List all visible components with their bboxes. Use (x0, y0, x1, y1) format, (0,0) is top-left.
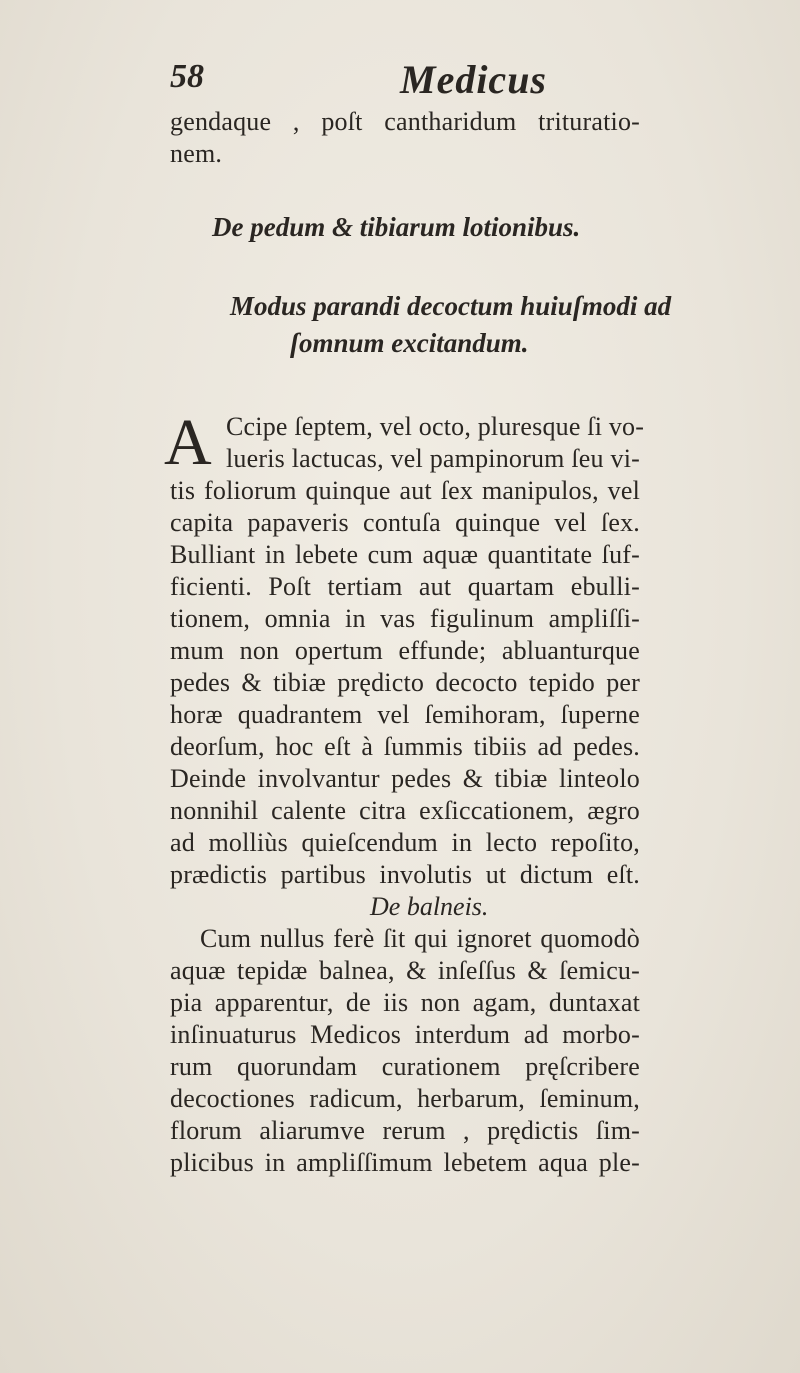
text-line: Bulliant in lebete cum aquæ quantitate ſuf- (170, 540, 640, 569)
section-heading-baths: De balneis. (370, 892, 489, 921)
text-line: Ccipe ſeptem, vel octo, pluresque ſi vo- (226, 412, 645, 441)
paragraph-baths (170, 923, 640, 1179)
text-line: florum aliarumve rerum , prędictis ſim- (170, 1116, 640, 1145)
text-line: capita papaveris contuſa quinque vel ſex. (170, 508, 640, 537)
text-line: prædictis partibus involutis ut dictum eſt. (170, 860, 640, 889)
text-line: pedes & tibiæ prędicto decocto tepido per (170, 668, 640, 697)
page-number: 58 (170, 58, 204, 95)
text-line: gendaque , poſt cantharidum trituratio- (170, 107, 640, 136)
text-line: plicibus in ampliſſimum lebetem aqua ple- (170, 1148, 640, 1177)
text-line: mum non opertum effunde; abluanturque (170, 636, 640, 665)
text-line: ad molliùs quieſcendum in lecto repoſito, (170, 828, 640, 857)
text-line: tis foliorum quinque aut ſex manipulos, vel (170, 476, 640, 505)
text-line: horæ quadrantem vel ſemihoram, ſuperne (170, 700, 640, 729)
paragraph-decoction (164, 406, 645, 891)
page-header (170, 56, 630, 104)
subheading-line: Modus parandi decoctum huiuſmodi ad (230, 291, 672, 321)
text-line: nonnihil calente citra exſiccationem, ægro (170, 796, 640, 825)
subheading-line: ſomnum excitandum. (290, 328, 529, 358)
running-head: Medicus (400, 57, 547, 102)
text-line: Deinde involvantur pedes & tibiæ linteolo (170, 764, 640, 793)
body-text (164, 106, 672, 1179)
drop-cap: A (164, 406, 212, 479)
text-line: lueris lactucas, vel pampinorum ſeu vi- (226, 444, 640, 473)
text-line: decoctiones radicum, herbarum, ſeminum, (170, 1084, 640, 1113)
text-line: tionem, omnia in vas figulinum ampliſſi- (170, 604, 640, 633)
text-line: pia apparentur, de iis non agam, duntaxat (170, 988, 640, 1017)
text-line: Cum nullus ferè ſit qui ignoret quomodò (200, 924, 640, 953)
section-heading-feet: De pedum & tibiarum lotionibus. (212, 212, 581, 242)
text-line: deorſum, hoc eſt à ſummis tibiis ad pedes. (170, 732, 640, 761)
text-line: ficienti. Poſt tertiam aut quartam ebulli- (170, 572, 640, 601)
text-line: aquæ tepidæ balnea, & inſeſſus & ſemicu- (170, 956, 640, 985)
text-line: rum quorundam curationem pręſcribere (170, 1052, 640, 1081)
text-line: inſinuaturus Medicos interdum ad morbo- (170, 1020, 640, 1049)
text-line: nem. (170, 139, 223, 168)
